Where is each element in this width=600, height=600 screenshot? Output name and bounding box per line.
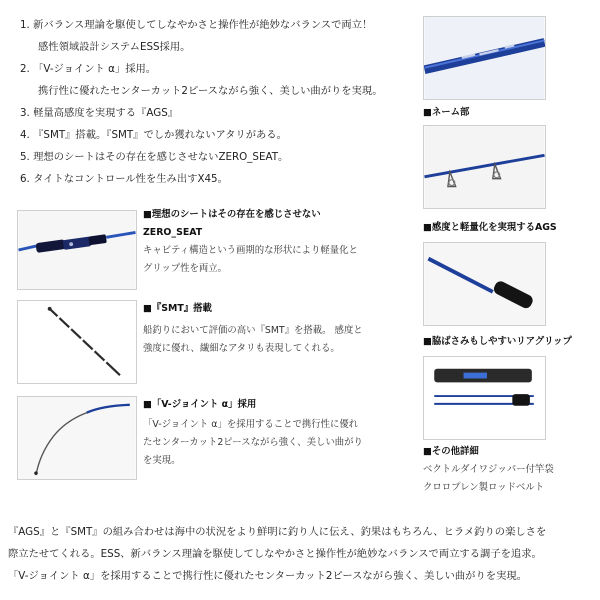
zero-seat-block <box>143 206 363 278</box>
footer-paragraph <box>8 521 596 587</box>
zero-seat-desc: キャビティ構造という画期的な形状により軽量化とグリップ性を両立。 <box>143 245 358 274</box>
other-details-line1: ベクトルダイワジッパー付竿袋 <box>423 464 554 475</box>
feature-item-4: 4. 『SMT』搭載。『SMT』でしか獲れないアタリがある。 <box>20 129 287 141</box>
name-section-caption: ■ネーム部 <box>423 107 470 118</box>
smt-title: ■『SMT』搭載 <box>143 303 212 314</box>
feature-item-5: 5. 理想のシートはその存在を感じさせないZERO_SEAT。 <box>20 151 289 163</box>
other-details-caption: ■その他詳細 <box>423 446 479 457</box>
rear-grip-caption: ■脇ばさみもしやすいリアグリップ <box>423 336 572 347</box>
rear-grip-image <box>423 242 546 326</box>
smt-block <box>143 300 363 358</box>
v-joint-desc: 「V-ジョイント α」を採用することで携行性に優れたセンターカット2ピースながら強く、美しい曲がりを実現。 <box>143 419 363 466</box>
other-details-line2: クロロプレン製ロッドベルト <box>423 482 545 493</box>
v-joint-block <box>143 396 363 470</box>
v-joint-title: ■「V-ジョイント α」採用 <box>143 399 257 410</box>
v-joint-image <box>17 396 137 480</box>
zero-seat-title: ■理想のシートはその存在を感じさせない <box>143 209 321 220</box>
feature-item-3: 3. 軽量高感度を実現する『AGS』 <box>20 107 179 119</box>
name-section-image <box>423 16 546 100</box>
other-details-image <box>423 356 546 440</box>
smt-tip-image <box>17 300 137 384</box>
zero-seat-subtitle: ZERO_SEAT <box>143 227 203 238</box>
zero-seat-image <box>17 210 137 290</box>
ags-image <box>423 125 546 209</box>
footer-line-1: 『AGS』と『SMT』の組み合わせは海中の状況をより鮮明に釣り人に伝え、釣果はもちろん、ヒラメ釣りの楽しさを <box>8 526 547 538</box>
footer-line-3: 「V-ジョイント α」を採用することで携行性に優れたセンターカット2ピースながら強く、美しい曲がりを実現。 <box>8 570 527 582</box>
footer-line-2: 際立たせてくれる。ESS、新バランス理論を駆使してしなやかさと操作性が絶妙なバランスで両立する調子を追求。 <box>8 548 542 560</box>
ags-caption: ■感度と軽量化を実現するAGS <box>423 222 557 233</box>
smt-desc: 船釣りにおいて評価の高い『SMT』を搭載。 感度と強度に優れ、繊細なアタリも表現してくれる。 <box>143 325 363 354</box>
feature-item-1: 1. 新バランス理論を駆使してしなやかさと操作性が絶妙なバランスで両立！ 感性領域設計システムESS採用。 <box>20 19 373 53</box>
feature-item-2: 2. 「V-ジョイント α」採用。 携行性に優れたセンターカット2ピースながら強く、美しい曲がりを実現。 <box>20 63 383 97</box>
feature-list <box>12 14 410 190</box>
feature-item-6: 6. タイトなコントロール性を生み出すX45。 <box>20 173 228 185</box>
